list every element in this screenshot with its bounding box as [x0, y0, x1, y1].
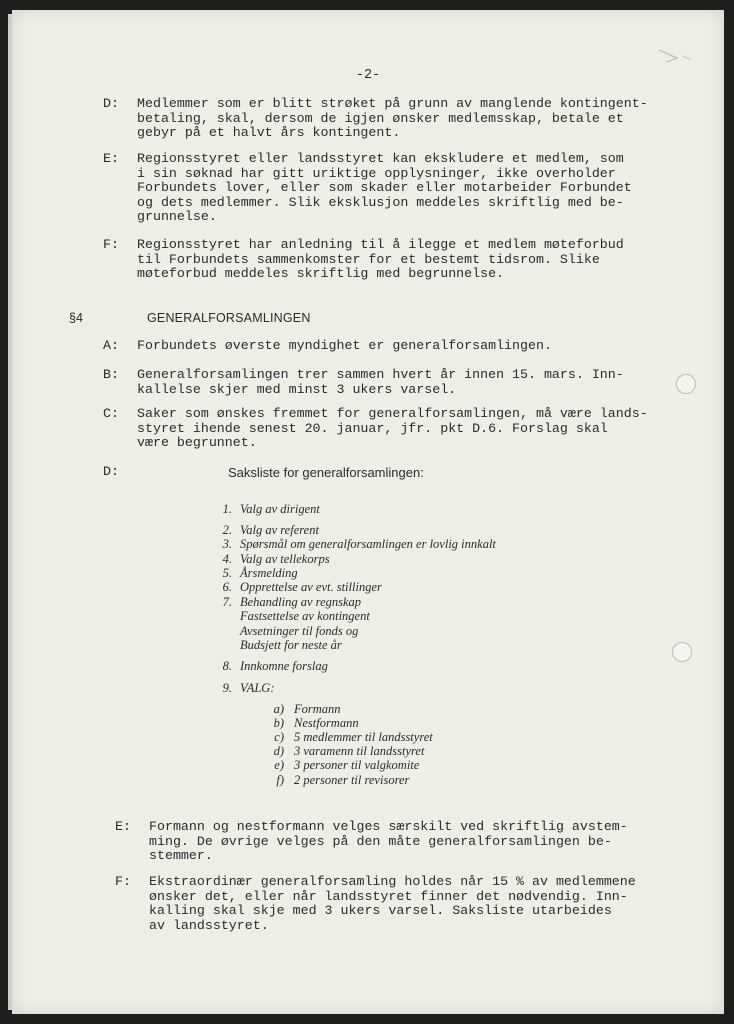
paragraph-label: E: [103, 151, 119, 166]
text-line: møteforbud meddeles skriftlig med begrunnelse. [137, 266, 505, 281]
text-line: gebyr på et halvt års kontingent. [137, 125, 401, 140]
valg-text: Nestformann [294, 716, 359, 730]
valg-letter: c) [274, 730, 284, 744]
agenda-text: Avsetninger til fonds og [240, 624, 359, 638]
text-line: Medlemmer som er blitt strøket på grunn av manglende kontingent- [137, 96, 648, 111]
agenda-title: Saksliste for generalforsamlingen: [228, 465, 424, 480]
text-line: kallelse skjer med minst 3 ukers varsel. [137, 381, 457, 397]
agenda-text: Valg av dirigent [240, 502, 320, 516]
agenda-text: Budsjett for neste år [240, 638, 342, 652]
paragraph-label: F: [103, 237, 119, 252]
agenda-number: 9. [222, 681, 232, 695]
text-line: og dets medlemmer. Slik eksklusjon meddeles skriftlig med be- [137, 194, 624, 210]
paragraph-label: F: [115, 874, 131, 889]
paragraph-label: E: [115, 819, 131, 834]
text-line: Generalforsamlingen trer sammen hvert år innen 15. mars. Inn- [137, 367, 624, 382]
valg-text: 2 personer til revisorer [294, 773, 410, 787]
text-line: stemmer. [149, 848, 213, 863]
valg-text: 3 varamenn til landsstyret [294, 744, 425, 758]
valg-letter: a) [273, 702, 284, 716]
text-line: ønsker det, eller når landsstyret finner det nødvendig. Inn- [149, 888, 628, 904]
text-line: Ekstraordinær generalforsamling holdes når 15 % av medlemmene [149, 874, 636, 889]
agenda-text: Årsmelding [240, 566, 298, 580]
corner-pencil-mark [657, 46, 697, 66]
text-line: kalling skal skje med 3 ukers varsel. Saksliste utarbeides [149, 903, 612, 918]
agenda-number: 5. [222, 566, 232, 580]
section-symbol: §4 [69, 311, 83, 325]
agenda-number: 4. [222, 552, 232, 566]
text-line: grunnelse. [137, 209, 217, 224]
valg-letter: d) [273, 744, 284, 758]
valg-letter: f) [276, 773, 284, 787]
valg-letter: b) [273, 716, 284, 730]
paragraph-label: B: [103, 367, 119, 382]
text-line: Forbundets øverste myndighet er generalforsamlingen. [137, 338, 552, 353]
text-line: være begrunnet. [137, 435, 257, 450]
valg-text: 5 medlemmer til landsstyret [294, 730, 433, 744]
agenda-text: Valg av tellekorps [240, 552, 330, 566]
text-line: Formann og nestformann velges særskilt ved skriftlig avstem- [149, 819, 628, 834]
text-line: betaling, skal, dersom de igjen ønsker medlemsskap, betale et [137, 110, 624, 126]
agenda-number: 2. [222, 523, 232, 537]
agenda-text: Valg av referent [240, 523, 319, 537]
text-line: Forbundets lover, eller som skader eller motarbeider Forbundet [137, 180, 632, 195]
valg-text: Formann [294, 702, 341, 716]
text-line: av landsstyret. [149, 917, 269, 933]
punch-hole [672, 642, 692, 662]
document-page [12, 10, 724, 1014]
text-line: Regionsstyret har anledning til å ilegge et medlem møteforbud [137, 237, 624, 252]
text-line: styret ihende senest 20. januar, jfr. pkt D.6. Forslag skal [137, 420, 608, 436]
punch-hole [676, 374, 696, 394]
agenda-text: Behandling av regnskap [240, 595, 362, 609]
text-line: Saker som ønskes fremmet for generalforsamlingen, må være lands- [137, 406, 648, 421]
text-line: til Forbundets sammenkomster for et bestemt tidsrom. Slike [137, 251, 600, 267]
agenda-text: Spørsmål om generalforsamlingen er lovlig innkalt [240, 537, 496, 551]
paragraph-label: A: [103, 338, 119, 353]
agenda-number: 8. [222, 659, 232, 673]
text-line: Regionsstyret eller landsstyret kan ekskludere et medlem, som [137, 151, 624, 166]
valg-letter: e) [274, 758, 284, 772]
paragraph-label: C: [103, 406, 119, 421]
valg-text: 3 personer til valgkomite [294, 758, 420, 772]
agenda-text: Innkomne forslag [240, 659, 328, 673]
agenda-number: 7. [222, 595, 232, 609]
text-line: ming. De øvrige velges på den måte generalforsamlingen be- [149, 833, 612, 849]
agenda-text: Fastsettelse av kontingent [240, 609, 370, 623]
page-number: -2- [355, 68, 381, 83]
agenda-number: 6. [222, 580, 232, 594]
agenda-number: 3. [222, 537, 232, 551]
paragraph-label: D: [103, 464, 119, 479]
agenda-text: Opprettelse av evt. stillinger [240, 580, 382, 594]
agenda-text: VALG: [240, 681, 275, 695]
text-line: i sin søknad har gitt uriktige opplysninger, ikke overholder [137, 165, 616, 181]
section-title: GENERALFORSAMLINGEN [147, 311, 311, 325]
agenda-number: 1. [222, 502, 232, 516]
paragraph-label: D: [103, 96, 119, 111]
